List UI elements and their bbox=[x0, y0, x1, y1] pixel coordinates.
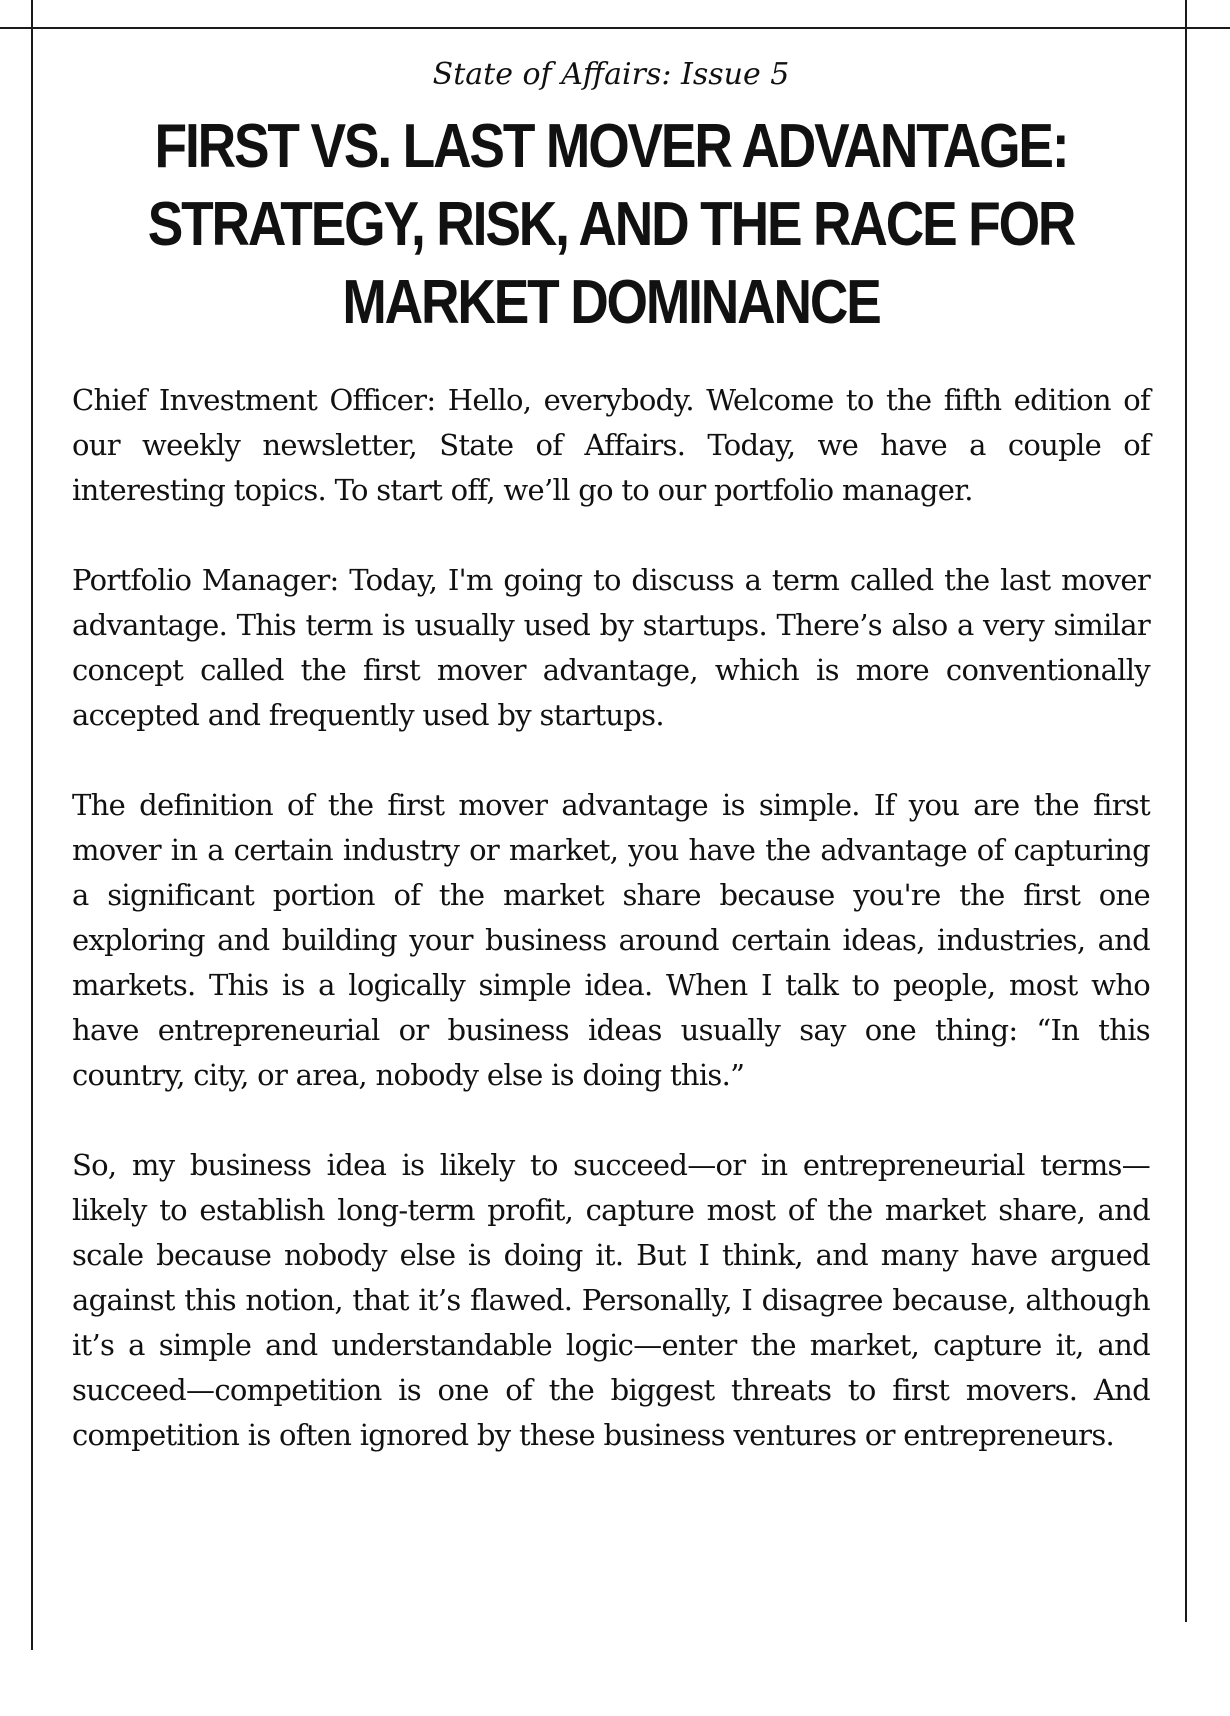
article-body bbox=[72, 378, 1150, 1458]
paragraph-pm-intro: Portfolio Manager: Today, I'm going to discuss a term called the last mover advantage. This term is usually used by startups. There’s also a very similar concept called the first mover advantage, which is more conventionally accepted and frequently used by startups. bbox=[72, 563, 1150, 732]
article-title: FIRST VS. LAST MOVER ADVANTAGE: STRATEGY, RISK, AND THE RACE FOR MARKET DOMINANCE bbox=[147, 112, 1075, 337]
frame-top-rule bbox=[0, 27, 1230, 29]
frame-right-rule bbox=[1185, 0, 1187, 1622]
newsletter-page bbox=[72, 52, 1150, 1503]
paragraph-cio-intro: Chief Investment Officer: Hello, everybody. Welcome to the fifth edition of our weekly newsletter, State of Affairs. Today, we have a couple of interesting topics. To start off, we’ll go to our portfolio manager. bbox=[72, 383, 1150, 507]
issue-label: State of Affairs: Issue 5 bbox=[432, 57, 790, 92]
frame-left-rule bbox=[31, 0, 33, 1650]
paragraph-definition: The definition of the first mover advantage is simple. If you are the first mover in a certain industry or market, you have the advantage of capturing a significant portion of the market share because you're the first one exploring and building your business around certain ideas, industries, and markets. This is a logically simple idea. When I talk to people, most who have entrepreneurial or business ideas usually say one thing: “In this country, city, or area, nobody else is doing this.” bbox=[72, 788, 1150, 1092]
paragraph-argument: So, my business idea is likely to succeed—or in entrepreneurial terms—likely to establish long-term profit, capture most of the market share, and scale because nobody else is doing it. But I think, and many have argued against this notion, that it’s flawed. Personally, I disagree because, although it’s a simple and understandable logic—enter the market, capture it, and succeed—competition is one of the biggest threats to first movers. And competition is often ignored by these business ventures or entrepreneurs. bbox=[72, 1148, 1150, 1452]
